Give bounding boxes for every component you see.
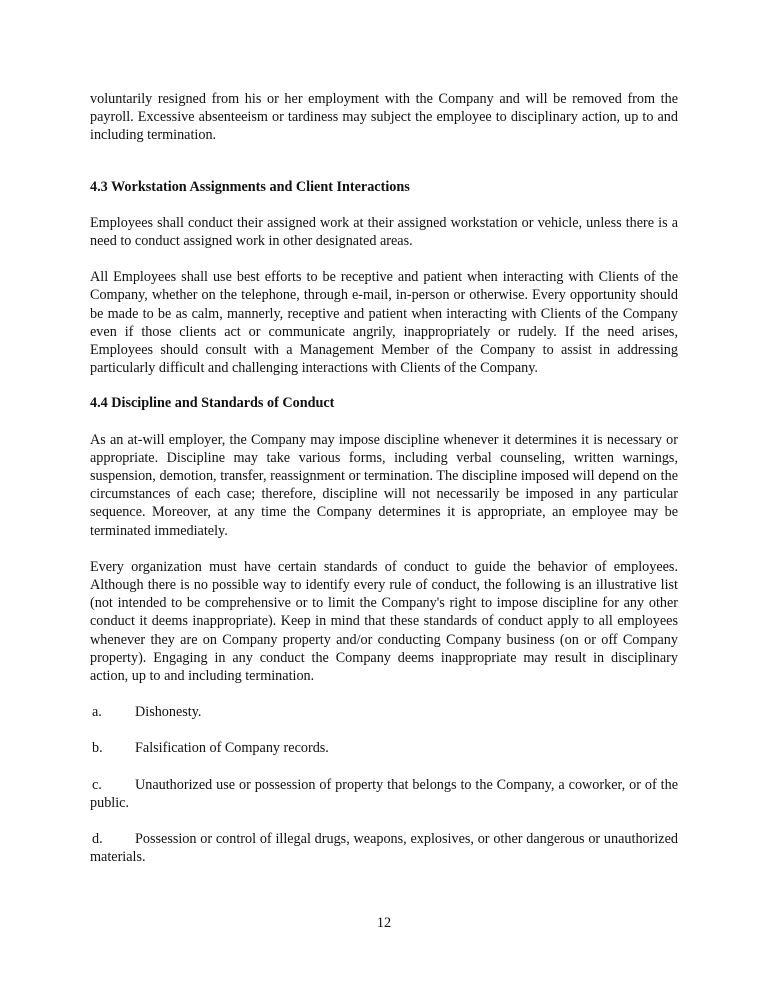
section-4-3-heading: 4.3 Workstation Assignments and Client Interactions bbox=[90, 178, 410, 195]
list-marker: b. bbox=[92, 740, 103, 757]
list-item-a bbox=[90, 703, 678, 721]
list-marker: c. bbox=[92, 776, 102, 793]
list-item-text: Falsification of Company records. bbox=[135, 740, 329, 757]
list-marker: a. bbox=[92, 704, 102, 721]
list-item-text: Unauthorized use or possession of property that belongs to the Company, a coworker, or of the public. bbox=[90, 776, 678, 811]
document-page bbox=[90, 90, 678, 867]
list-item-c bbox=[90, 776, 678, 812]
section-4-3-paragraph-1: Employees shall conduct their assigned work at their assigned workstation or vehicle, unless there is a need to conduct assigned work in other designated areas. bbox=[90, 214, 678, 250]
list-item-text: Dishonesty. bbox=[135, 704, 202, 721]
list-item-b bbox=[90, 739, 678, 757]
list-item-d bbox=[90, 830, 678, 866]
section-4-4-heading: 4.4 Discipline and Standards of Conduct bbox=[90, 395, 335, 412]
page-number: 12 bbox=[376, 915, 392, 931]
section-4-4-paragraph-1: As an at-will employer, the Company may impose discipline whenever it determines it is necessary or appropriate. Discipline may take various forms, including verbal counseling, written warnings, suspension, demotion, transfer, reassignment or termination. The discipline imposed will depend on the circumstances of each case; therefore, discipline will not necessarily be imposed in any particular sequence. Moreover, at any time the Company determines it is appropriate, an employee may be terminated immediately. bbox=[90, 431, 678, 539]
continued-paragraph: voluntarily resigned from his or her employment with the Company and will be removed from the payroll. Excessive absenteeism or tardiness may subject the employee to disciplinary action, up to and including termination. bbox=[90, 91, 678, 144]
list-item-text: Possession or control of illegal drugs, weapons, explosives, or other dangerous or unauthorized materials. bbox=[90, 831, 678, 866]
section-4-4-paragraph-2: Every organization must have certain standards of conduct to guide the behavior of employees. Although there is no possible way to identify every rule of conduct, the following is an illustrative list (not intended to be comprehensive or to limit the Company's right to impose discipline for any other conduct it deems inappropriate). Keep in mind that these standards of conduct apply to all employees whenever they are on Company property and/or conducting Company business (on or off Company property). Engaging in any conduct the Company deems inappropriate may result in disciplinary action, up to and including termination. bbox=[90, 558, 678, 685]
list-marker: d. bbox=[92, 831, 103, 848]
section-4-3-paragraph-2: All Employees shall use best efforts to be receptive and patient when interacting with Clients of the Company, whether on the telephone, through e-mail, in-person or otherwise. Every opportunity should be made to be as calm, mannerly, receptive and patient when interacting with Clients of the Company even if those clients act or communicate angrily, inappropriately or rudely. If the need arises, Employees should consult with a Management Member of the Company to assist in addressing particularly difficult and challenging interactions with Clients of the Company. bbox=[90, 269, 678, 377]
